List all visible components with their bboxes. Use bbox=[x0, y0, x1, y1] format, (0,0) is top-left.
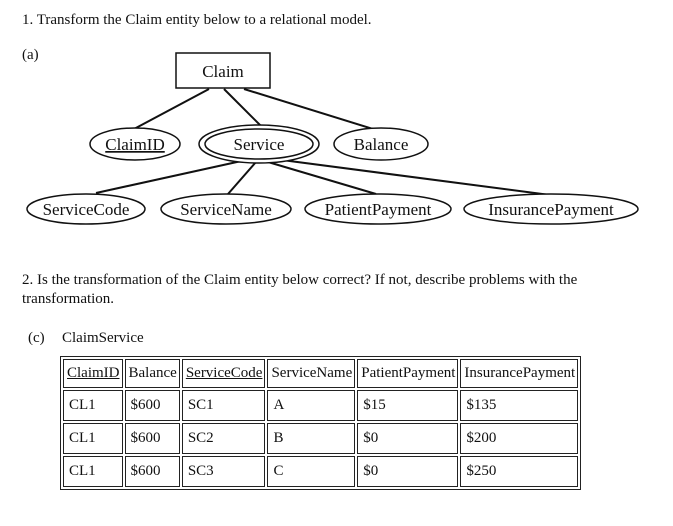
cell-patientpayment: $15 bbox=[357, 390, 458, 421]
cell-claimid: CL1 bbox=[63, 456, 123, 487]
table-row bbox=[63, 390, 578, 421]
entity-claim-label: Claim bbox=[202, 62, 244, 81]
attr-insurancepayment-label: InsurancePayment bbox=[488, 200, 614, 219]
cell-balance: $600 bbox=[125, 390, 180, 421]
cell-servicecode: SC2 bbox=[182, 423, 266, 454]
attr-servicecode-label: ServiceCode bbox=[42, 200, 130, 219]
link-service-servicecode bbox=[96, 160, 246, 193]
cell-servicename: A bbox=[267, 390, 355, 421]
part-c-label: (c) bbox=[28, 330, 45, 346]
link-claim-claimid bbox=[134, 89, 209, 129]
er-diagram bbox=[0, 0, 673, 240]
attr-service-label: Service bbox=[233, 135, 285, 154]
cell-claimid: CL1 bbox=[63, 390, 123, 421]
link-claim-balance bbox=[244, 89, 373, 129]
cell-servicename: B bbox=[267, 423, 355, 454]
cell-insurancepayment: $200 bbox=[460, 423, 578, 454]
attr-claimid-label: ClaimID bbox=[105, 135, 165, 154]
attr-patientpayment-label: PatientPayment bbox=[324, 200, 432, 219]
header-servicecode: ServiceCode bbox=[182, 359, 266, 388]
link-service-patientpayment bbox=[268, 162, 376, 194]
cell-balance: $600 bbox=[125, 456, 180, 487]
cell-servicecode: SC3 bbox=[182, 456, 266, 487]
header-servicename: ServiceName bbox=[267, 359, 355, 388]
claimservice-table bbox=[60, 356, 581, 490]
cell-insurancepayment: $135 bbox=[460, 390, 578, 421]
cell-servicecode: SC1 bbox=[182, 390, 266, 421]
attr-balance-label: Balance bbox=[353, 135, 409, 154]
cell-servicename: C bbox=[267, 456, 355, 487]
cell-patientpayment: $0 bbox=[357, 423, 458, 454]
header-balance: Balance bbox=[125, 359, 180, 388]
cell-patientpayment: $0 bbox=[357, 456, 458, 487]
table-row bbox=[63, 456, 578, 487]
header-patientpayment: PatientPayment bbox=[357, 359, 458, 388]
attr-servicename-label: ServiceName bbox=[180, 200, 272, 219]
table-name: ClaimService bbox=[62, 330, 144, 346]
header-row bbox=[63, 359, 578, 388]
part-a-label: (a) bbox=[22, 47, 39, 63]
table-row bbox=[63, 423, 578, 454]
cell-claimid: CL1 bbox=[63, 423, 123, 454]
header-claimid: ClaimID bbox=[63, 359, 123, 388]
cell-insurancepayment: $250 bbox=[460, 456, 578, 487]
link-claim-service bbox=[224, 89, 261, 126]
question-1: 1. Transform the Claim entity below to a relational model. bbox=[22, 12, 372, 28]
question-2: 2. Is the transformation of the Claim entity below correct? If not, describe problems with the transformation. bbox=[22, 272, 578, 307]
header-insurancepayment: InsurancePayment bbox=[460, 359, 578, 388]
cell-balance: $600 bbox=[125, 423, 180, 454]
link-service-servicename bbox=[228, 162, 256, 194]
